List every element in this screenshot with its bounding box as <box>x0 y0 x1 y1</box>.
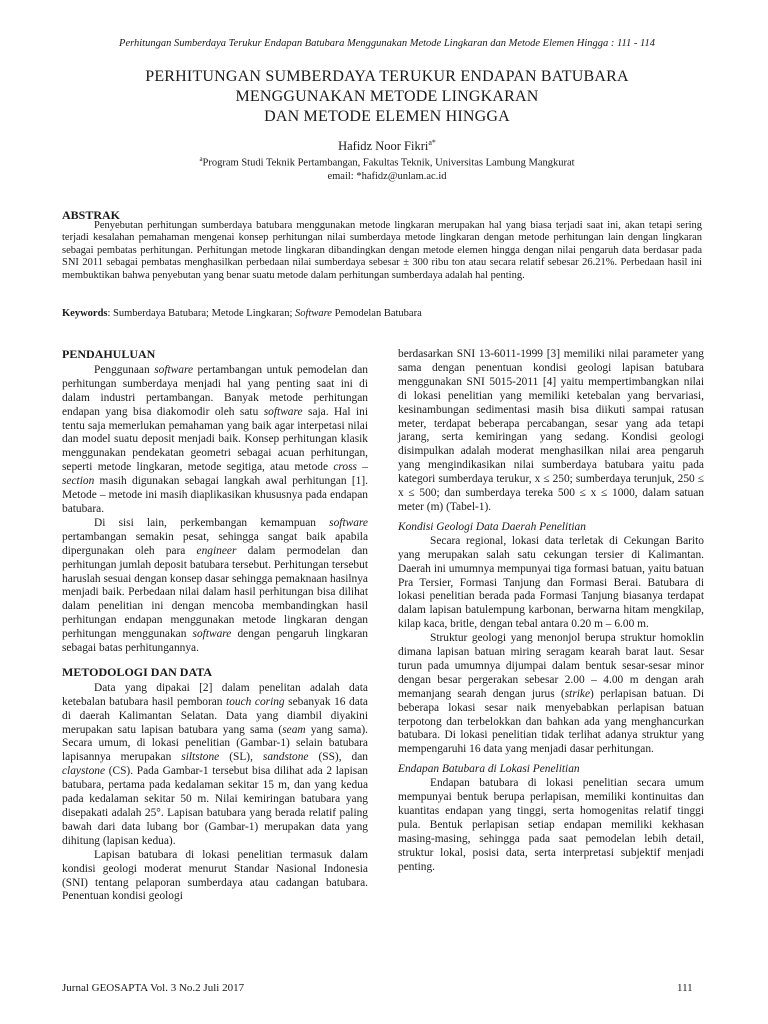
paragraph: Di sisi lain, perkembangan kemampuan software pertambangan semakin pesat, sehingga sangat baik apabila dipergunakan oleh para engineer dalam permodelan dan perhitungan jumlah deposit batubara tersebut. Perhitungan tersebut haruslah sesuai dengan konsep dasar sehingga pemaknaan hasilnya menjadi baik. Perbedaan nilai dalam hasil perhitungan bisa dilihat dalam penelitian ini dengan mencoba membandingkan hasil perhitungan endapan menggunakan metode lingkaran dengan perhitungan menggunakan software dengan pengaruh lingkaran sebagai batas perhitungannya. <box>62 516 368 655</box>
paragraph: Penggunaan software pertambangan untuk pemodelan dan perhitungan sumberdaya menjadi hal yang penting saat ini di dalam industri pertambangan. Banyak metode perhitungan endapan yang bisa diakomodir oleh satu software saja. Hal ini tentu saja memerlukan pemahaman yang baik agar interpetasi nilai dan model suatu deposit menjadi baik. Konsep perhitungan klasik menggunakan pendekatan geometri sebagai acuan perhitungan, seperti metode lingkaran, metode segitiga, atau metode cross – section masih digunakan sebagai langkah awal perhitungan [1]. Metode – metode ini masih diaplikasikan khususnya pada endapan batubara. <box>62 363 368 515</box>
keywords <box>62 308 702 319</box>
page-number: 111 <box>677 982 693 994</box>
title-line-2: MENGGUNAKAN METODE LINGKARAN <box>235 88 539 105</box>
affiliation-superscript: a <box>199 155 203 163</box>
author-superscript: a* <box>428 138 436 147</box>
abstract-heading: ABSTRAK <box>62 208 121 222</box>
subsection-heading-kondisi-geologi: Kondisi Geologi Data Daerah Penelitian <box>398 520 586 533</box>
subsection-heading-endapan: Endapan Batubara di Lokasi Penelitian <box>398 763 580 776</box>
paragraph: Lapisan batubara di lokasi penelitian termasuk dalam kondisi geologi moderat menurut Standar Nasional Indonesia (SNI) tentang pelaporan sumberdaya atau cadangan batubara. Penentuan kondisi geologi <box>62 848 368 903</box>
author <box>62 138 712 154</box>
left-column <box>62 348 368 904</box>
paper-title <box>62 67 712 127</box>
section-heading-pendahuluan: PENDAHULUAN <box>62 347 156 361</box>
paragraph: Endapan batubara di lokasi penelitian secara umum mempunyai bentuk berupa perlapisan, memiliki kontinuitas dan kuantitas endapan yang tinggi, serta homogenitas relatif tinggi pula. Bentuk perlapisan setiap endapan memiliki kekhasan masing-masing, sehingga pada saat pemodelan lebih detail, struktur lokal, posisi data, serta interpretasi subjektif menjadi penting. <box>398 777 704 873</box>
abstract-paragraph: Penyebutan perhitungan sumberdaya batubara menggunakan metode lingkaran merupakan hal yang biasa terjadi saat ini, akan tetapi sering terjadi kesalahan pemahaman mengenai konsep perhitungan nilai sumberdaya metode lingkaran dengan metode perhitungan lain dengan lingkaran sebagai pembatas perhitungan. Perhitungan metode lingkaran dibandingkan dengan metode elemen hingga dengan nilai pengaruh data berdasar pada SNI 2011 sebagai pembatas menghasilkan perbedaan nilai sumberdaya sebesar ± 300 ribu ton atau secara relatif sebesar 26.21%. Perbedaan hasil ini membuktikan bahwa penyebutan yang benar suatu metode dalam perhitungan sumberdaya adalah hal penting. <box>62 220 702 281</box>
keywords-text: : Sumberdaya Batubara; Metode Lingkaran; <box>107 308 295 319</box>
section-heading-metodologi: METODOLOGI DAN DATA <box>62 664 213 679</box>
paragraph: Data yang dipakai [2] dalam penelitan adalah data ketebalan batubara hasil pemboran touch coring sebanyak 16 data di daerah Kalimantan Selatan. Data yang diambil diyakini merupakan satu lapisan batubara yang sama (seam yang sama). Secara umum, di lokasi penelitian (Gambar-1) selain batubara lapisannya merupakan siltstone (SL), sandstone (SS), dan claystone (CS). Pada Gambar-1 tersebut bisa dilihat ada 2 lapisan batubara, pertama pada kedalaman sekitar 15 m, dan yang kedua pada kedalaman sekitar 50 m. Nilai kemiringan batubara yang disepakati adalah 25°. Lapisan batubara yang berada relatif paling bawah dari data lubang bor (Gambar-1) merupakan data yang dihitung (lapisan kedua). <box>62 681 368 847</box>
title-line-1: PERHITUNGAN SUMBERDAYA TERUKUR ENDAPAN BATUBARA <box>145 68 629 85</box>
keywords-label: Keywords <box>62 308 108 319</box>
keywords-italic: Software <box>294 308 332 319</box>
footer-journal: Jurnal GEOSAPTA Vol. 3 No.2 Juli 2017 <box>62 982 245 994</box>
affiliation-block <box>62 153 712 183</box>
title-line-3: DAN METODE ELEMEN HINGGA <box>264 108 510 125</box>
abstract-body <box>62 220 702 282</box>
paragraph: Secara regional, lokasi data terletak di Cekungan Barito yang merupakan salah satu cekungan tersier di Kalimantan. Daerah ini umumnya mempunyai tiga formasi batuan, yaitu batuan Pra Tersier, Formasi Tanjung dan Formasi Berai. Batubara di lokasi penelitian berada pada Formasi Tanjung biasanya terdapat dalam lapisan batulempung karbonan, berwarna hitam mengkilap, kilap kaca, britle, dengan tebal antara 0.20 m – 6.00 m. <box>398 534 704 631</box>
email: email: *hafidz@unlam.ac.id <box>327 170 447 182</box>
author-name: Hafidz Noor Fikri <box>338 139 429 154</box>
affiliation: Program Studi Teknik Pertambangan, Fakultas Teknik, Universitas Lambung Mangkurat <box>202 157 575 169</box>
paragraph: Struktur geologi yang menonjol berupa struktur homoklin dimana lapisan batuan miring seragam kearah barat laut. Sesar turun pada umumnya dijumpai dalam bentuk sesar-sesar minor dengan besar pergerakan sebesar 2.00 – 4.00 m dengan arah memanjang searah dengan jurus (strike) perlapisan batuan. Di beberapa lokasi sesar naik menyebabkan perlapisan batuan terpotong dan terbelokkan dan bahkan ada yang menghancurkan batubara. Di lokasi penelitian tidak terlihat adanya struktur yang mempengaruhi 16 data yang menjadi dasar perhitungan. <box>398 632 704 756</box>
right-column <box>398 348 704 875</box>
keywords-text-end: Pemodelan Batubara <box>331 308 422 319</box>
running-header: Perhitungan Sumberdaya Terukur Endapan Batubara Menggunakan Metode Lingkaran dan Metode Elemen Hingga : 111 - 114 <box>119 38 655 49</box>
paragraph: berdasarkan SNI 13-6011-1999 [3] memiliki nilai parameter yang sama dengan penentuan kondisi geologi lapisan batubara menggunakan SNI 5015-2011 [4] yaitu mempertimbangkan nilai di lokasi penelitian yang memiliki ketebalan yang bervariasi, kesinambungan sedimentasi masih bisa diikuti sampai ratusan meter, terdapat beberapa percabangan, sesar yang ada tetapi jarang, serta kemiringan yang sedang. Kondisi geologi disimpulkan adalah moderat menghasilkan nilai area pengaruh yang mengindikasikan nilai sumberdaya batubara yaitu pada kategori sumberdaya terukur, x ≤ 250; sumberdaya terunjuk, 250 ≤ x ≤ 500; dan sumberdaya tereka 500 ≤ x ≤ 1000, dalam satuan meter (m) (Tabel-1). <box>398 348 704 513</box>
